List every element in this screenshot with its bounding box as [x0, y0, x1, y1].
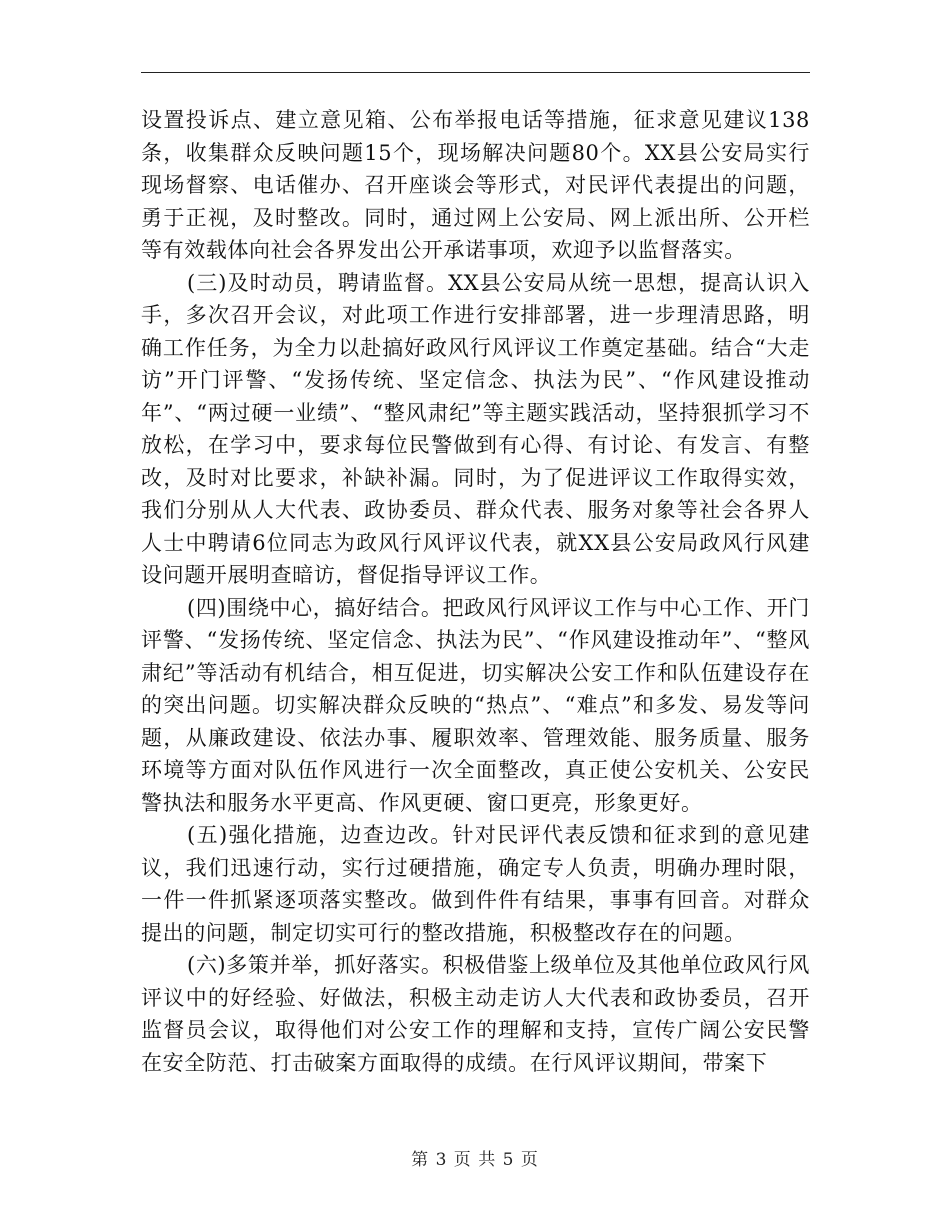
paragraph-section-6: (六)多策并举，抓好落实。积极借鉴上级单位及其他单位政风行风评议中的好经验、好做法，积极主动走访人大代表和政协委员，召开监督员会议，取得他们对公安工作的理解和支持，宣传广阔公安民警在安全防范、打击破案方面取得的成绩。在行风评议期间，带案下	[141, 953, 810, 1075]
paragraph-section-4: (四)围绕中心，搞好结合。把政风行风评议工作与中心工作、开门评警、“发扬传统、坚定信念、执法为民”、“作风建设推动年”、“整风肃纪”等活动有机结合，相互促进，切实解决公安工作和队伍建设存在的突出问题。切实解决群众反映的“热点”、“难点”和多发、易发等问题，从廉政建设、依法办事、履职效率、管理效能、服务质量、服务环境等方面对队伍作风进行一次全面整改，真正使公安机关、公安民警执法和服务水平更高、作风更硬、窗口更亮，形象更好。	[141, 595, 810, 815]
paragraph-section-5: (五)强化措施，边查边改。针对民评代表反馈和征求到的意见建议，我们迅速行动，实行过硬措施，确定专人负责，明确办理时限，一件一件抓紧逐项落实整改。做到件件有结果，事事有回音。对群众提出的问题，制定切实可行的整改措施，积极整改存在的问题。	[141, 823, 810, 945]
page-number-footer: 第 3 页 共 5 页	[411, 1150, 539, 1170]
header-rule	[141, 72, 810, 73]
document-body	[141, 104, 810, 1079]
paragraph-section-3: (三)及时动员，聘请监督。XX县公安局从统一思想，提高认识入手，多次召开会议，对此项工作进行安排部署，进一步理清思路，明确工作任务，为全力以赴搞好政风行风评议工作奠定基础。结合“大走访”开门评警、“发扬传统、坚定信念、执法为民”、“作风建设推动年”、“两过硬一业绩”、“整风肃纪”等主题实践活动，坚持狠抓学习不放松，在学习中，要求每位民警做到有心得、有讨论、有发言、有整改，及时对比要求，补缺补漏。同时，为了促进评议工作取得实效，我们分别从人大代表、政协委员、群众代表、服务对象等社会各界人人士中聘请6位同志为政风行风评议代表，就XX县公安局政风行风建设问题开展明查暗访，督促指导评议工作。	[141, 270, 810, 587]
paragraph-continuation: 设置投诉点、建立意见箱、公布举报电话等措施，征求意见建议138条，收集群众反映问题15个，现场解决问题80个。XX县公安局实行现场督察、电话催办、召开座谈会等形式，对民评代表提出的问题，勇于正视，及时整改。同时，通过网上公安局、网上派出所、公开栏等有效载体向社会各界发出公开承诺事项，欢迎予以监督落实。	[141, 108, 810, 262]
